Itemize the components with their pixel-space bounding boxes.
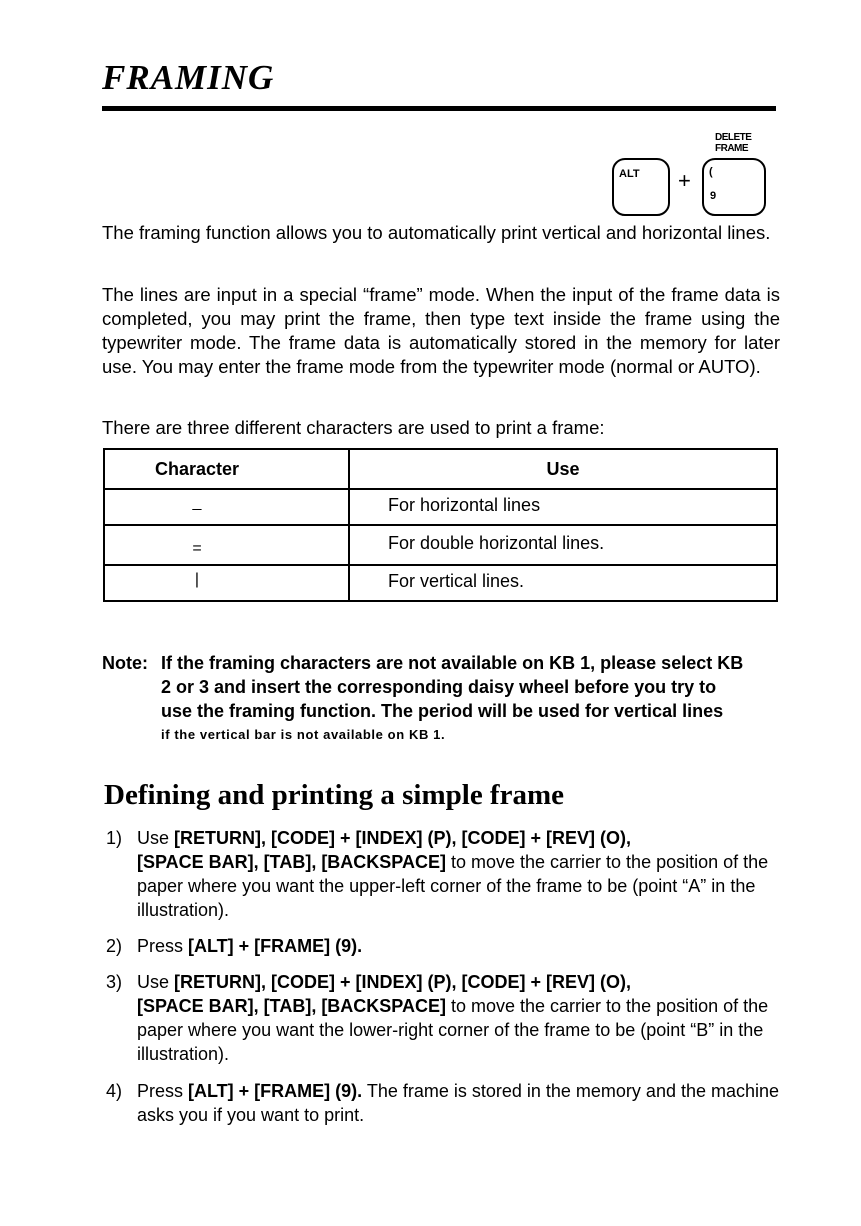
step-number: 4) — [106, 1081, 123, 1101]
intro-paragraph: The framing function allows you to automatically print vertical and horizontal lines. — [102, 222, 771, 243]
title-rule — [102, 106, 776, 111]
key-label-delete: DELETE — [715, 132, 752, 143]
alt-key-label: ALT — [619, 168, 640, 180]
step-text: Press [ALT] + [FRAME] (9). — [137, 936, 363, 956]
char-horizontal: _ — [192, 494, 202, 511]
note-line: 2 or 3 and insert the corresponding daisy wheel before you try to — [161, 677, 717, 697]
char-vertical: | — [194, 571, 200, 588]
frame-mode-paragraph: The lines are input in a special “frame” mode. When the input of the frame data is completed, you may print the frame, then type text inside the frame using the typewriter mode. The frame data is automatically stored in the memory for later use. You may enter the frame mode from the typewriter mode (normal or AUTO). — [102, 284, 780, 377]
table-row — [103, 564, 778, 602]
table-header-row — [103, 448, 778, 490]
step-text: Press [ALT] + [FRAME] (9). The frame is stored in the memory and the machine asks you if you want to print. — [137, 1081, 780, 1125]
frame-key-top-label: ( — [709, 166, 713, 178]
page-title: FRAMING — [102, 58, 275, 97]
characters-intro: There are three different characters are used to print a frame: — [102, 417, 605, 438]
use-vertical: For vertical lines. — [388, 571, 525, 591]
plus-sign: + — [678, 168, 691, 193]
section-heading: Defining and printing a simple frame — [104, 779, 564, 811]
header-character: Character — [155, 459, 240, 479]
note-line: use the framing function. The period will be used for vertical lines — [161, 701, 724, 721]
char-double-horizontal: = — [192, 540, 202, 557]
step-number: 2) — [106, 936, 123, 956]
note-line: if the vertical bar is not available on KB 1. — [161, 727, 446, 742]
key-combination — [612, 130, 782, 220]
table-row — [103, 524, 778, 566]
key-label-frame: FRAME — [715, 143, 749, 154]
step-number: 1) — [106, 828, 123, 848]
use-double-horizontal: For double horizontal lines. — [388, 533, 605, 553]
alt-key-icon — [612, 158, 670, 216]
header-use: Use — [546, 459, 580, 479]
frame-key-icon — [702, 158, 766, 216]
note-line: If the framing characters are not available on KB 1, please select KB — [161, 653, 744, 673]
note-label: Note: — [102, 653, 148, 673]
table-row — [103, 488, 778, 526]
step-text: Use [RETURN], [CODE] + [INDEX] (P), [CODE] + [REV] (O), [SPACE BAR], [TAB], [BACKSPACE] to move the carrier to the position of the paper where you want the upper-left corner of the frame to be (point “A” in the illustration). — [137, 828, 769, 920]
step-text: Use [RETURN], [CODE] + [INDEX] (P), [CODE] + [REV] (O), [SPACE BAR], [TAB], [BACKSPACE] to move the carrier to the position of the paper where you want the lower-right corner of the frame to be (point “B” in the illustration). — [137, 972, 769, 1064]
frame-key-bottom-label: 9 — [710, 190, 717, 202]
step-number: 3) — [106, 972, 123, 992]
use-horizontal: For horizontal lines — [388, 495, 541, 515]
